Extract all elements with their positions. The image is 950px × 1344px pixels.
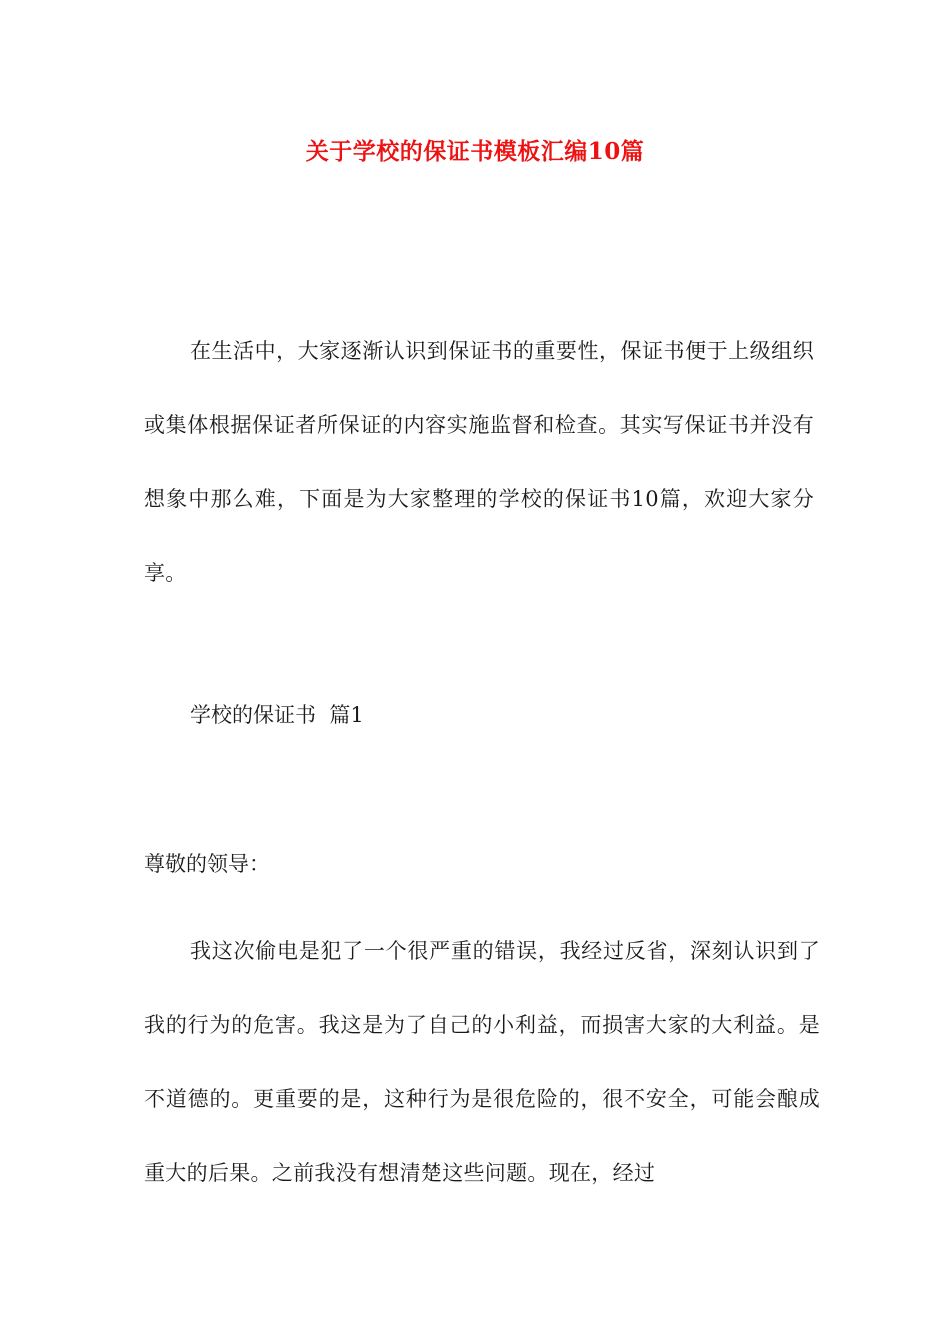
section-heading: 学校的保证书 篇1 [190, 703, 364, 727]
salutation: 尊敬的领导： [144, 852, 270, 876]
intro-paragraph: 在生活中，大家逐渐认识到保证书的重要性，保证书便于上级组织或集体根据保证者所保证的内容实施监督和检查。其实写保证书并没有想象中那么难，下面是为大家整理的学校的保证书10篇，欢迎大家分享。 [144, 339, 814, 585]
document-title: 关于学校的保证书模板汇编10篇 [305, 138, 645, 165]
body-paragraph: 我这次偷电是犯了一个很严重的错误，我经过反省，深刻认识到了我的行为的危害。我这是为了自己的小利益，而损害大家的大利益。是不道德的。更重要的是，这种行为是很危险的，很不安全，可能会酿成重大的后果。之前我没有想清楚这些问题。现在，经过 [144, 939, 820, 1185]
